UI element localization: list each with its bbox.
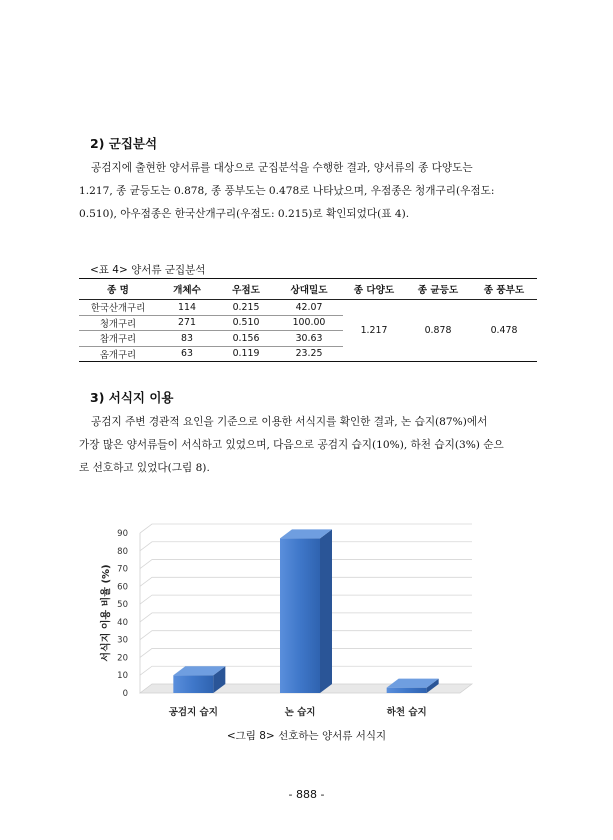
dominance-value: 0.510 [217, 315, 275, 331]
y-tick-label: 50 [117, 600, 128, 611]
header-density: 상대밀도 [275, 279, 343, 300]
y-tick-label: 80 [117, 546, 128, 557]
habitat-paragraph [79, 411, 537, 480]
y-axis-label: 서식지 이용 비율 (%) [101, 564, 112, 662]
species-name: 참개구리 [79, 331, 157, 347]
header-dominance: 우점도 [217, 279, 275, 300]
y-tick-label: 90 [117, 529, 128, 539]
y-tick-label: 10 [117, 671, 128, 682]
y-tick-label: 70 [117, 564, 128, 575]
count-value: 83 [157, 331, 217, 347]
evenness-value: 0.878 [405, 300, 471, 362]
header-evenness: 종 균등도 [405, 279, 471, 300]
cluster-line-3: 0.510), 아우점종은 한국산개구리(우점도: 0.215)로 확인되었다(표 4). [79, 208, 410, 220]
y-tick-label: 30 [117, 635, 128, 646]
richness-value: 0.478 [471, 300, 537, 362]
dominance-value: 0.119 [217, 346, 275, 362]
figure-caption: <그림 8> 선호하는 양서류 서식지 [226, 730, 387, 742]
x-tick-label: 공검지 습지 [168, 707, 218, 718]
y-tick-label: 40 [117, 617, 128, 628]
x-tick-label: 하천 습지 [386, 707, 427, 718]
habitat-line-3: 로 선호하고 있었다(그림 8). [79, 462, 210, 474]
density-value: 23.25 [275, 346, 343, 362]
density-value: 100.00 [275, 315, 343, 331]
habitat-bar-chart [95, 505, 495, 725]
y-tick-label: 20 [117, 653, 128, 664]
bar-front [280, 538, 320, 693]
count-value: 271 [157, 315, 217, 331]
cluster-line-1: 공검지에 출현한 양서류를 대상으로 군집분석을 수행한 결과, 양서류의 종 다양도는 [91, 162, 473, 174]
bar-front [387, 688, 427, 693]
species-name: 청개구리 [79, 315, 157, 331]
header-count: 개체수 [157, 279, 217, 300]
section-heading-cluster: 2) 군집분석 [90, 136, 158, 151]
table-4 [79, 278, 537, 362]
density-value: 30.63 [275, 331, 343, 347]
bar [280, 529, 332, 693]
table-row [79, 300, 537, 316]
diversity-value: 1.217 [343, 300, 405, 362]
cluster-paragraph [79, 157, 537, 226]
page-number: - 888 - [288, 788, 325, 801]
y-tick-label: 0 [122, 689, 128, 699]
dominance-value: 0.156 [217, 331, 275, 347]
x-tick-label: 논 습지 [284, 707, 316, 718]
table-header-row [79, 279, 537, 300]
count-value: 114 [157, 300, 217, 316]
species-name: 한국산개구리 [79, 300, 157, 316]
dominance-value: 0.215 [217, 300, 275, 316]
density-value: 42.07 [275, 300, 343, 316]
count-value: 63 [157, 346, 217, 362]
species-name: 옴개구리 [79, 346, 157, 362]
table-caption: <표 4> 양서류 군집분석 [90, 264, 206, 276]
bar [173, 666, 225, 693]
header-species: 종 명 [79, 279, 157, 300]
habitat-line-2: 가장 많은 양서류들이 서식하고 있었으며, 다음으로 공검지 습지(10%), 하천 습지(3%) 순으 [79, 439, 504, 451]
bar-side [320, 529, 332, 693]
header-richness: 종 풍부도 [471, 279, 537, 300]
bar-front [173, 675, 213, 693]
header-diversity: 종 다양도 [343, 279, 405, 300]
cluster-line-2: 1.217, 종 균등도는 0.878, 종 풍부도는 0.478로 나타났으며, 우점종은 청개구리(우점도: [79, 185, 495, 197]
section-heading-habitat: 3) 서식지 이용 [90, 390, 174, 405]
y-tick-label: 60 [117, 582, 128, 593]
habitat-line-1: 공검지 주변 경관적 요인을 기준으로 이용한 서식지를 확인한 결과, 논 습지(87%)에서 [91, 416, 488, 428]
